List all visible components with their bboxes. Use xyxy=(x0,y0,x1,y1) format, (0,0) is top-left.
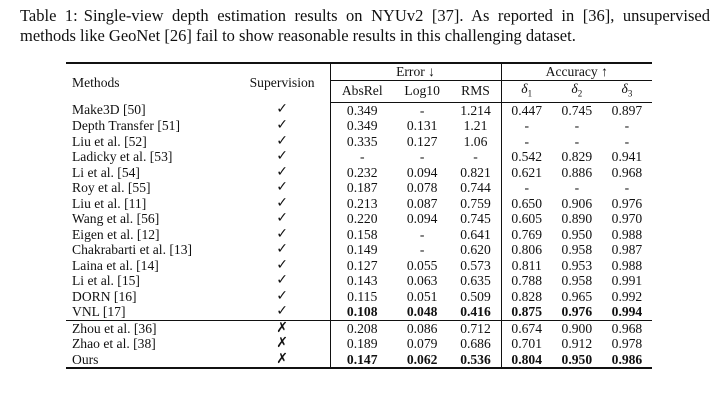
header-delta1 xyxy=(501,80,552,102)
cell-absrel: 0.349 xyxy=(330,102,394,118)
cell-log10: 0.062 xyxy=(394,352,450,369)
cell-delta3: 0.968 xyxy=(611,164,643,180)
cell-delta2: 0.906 xyxy=(561,195,593,211)
cell-log10: 0.051 xyxy=(406,288,438,304)
cell-absrel: 0.189 xyxy=(330,336,394,352)
cell-rms: 1.06 xyxy=(463,133,488,149)
caption-text: Single-view depth estimation results on NYUv2 [37]. As reported in [36], unsupervised methods like GeoNet [26] fail to show reasonable results in this challenging dataset. xyxy=(20,6,710,45)
cell-log10: - xyxy=(419,149,425,165)
header-accuracy-group: Accuracy ↑ xyxy=(501,63,652,80)
cell-supervision: ✓ xyxy=(235,304,330,320)
cell-delta3: 0.976 xyxy=(611,195,643,211)
table-row xyxy=(66,134,652,150)
cell-delta1: 0.811 xyxy=(501,258,552,274)
cell-log10: 0.078 xyxy=(406,180,438,196)
cell-delta3: 0.986 xyxy=(602,352,652,369)
cell-log10: 0.094 xyxy=(406,211,438,227)
cell-supervision: ✓ xyxy=(276,179,288,196)
table-row xyxy=(66,211,652,227)
table-row xyxy=(66,118,652,134)
results-table xyxy=(66,62,652,369)
cell-delta3: - xyxy=(624,180,630,196)
table-row xyxy=(66,227,652,243)
cell-delta2: - xyxy=(574,118,580,134)
cell-log10: 0.086 xyxy=(406,320,438,336)
cell-method: Chakrabarti et al. [13] xyxy=(72,242,193,258)
cell-delta3: 0.978 xyxy=(611,336,643,352)
cell-rms: 0.509 xyxy=(460,288,491,304)
cell-absrel: 0.149 xyxy=(330,242,394,258)
cell-delta1: 0.542 xyxy=(501,149,552,165)
table-row xyxy=(66,180,652,196)
cell-supervision: ✓ xyxy=(276,163,288,180)
cell-absrel: 0.208 xyxy=(330,320,394,336)
cell-method: VNL [17] xyxy=(66,304,235,320)
header-error-group: Error ↓ xyxy=(330,63,501,80)
cell-supervision: ✓ xyxy=(276,101,288,118)
delta2-symbol: δ xyxy=(571,80,578,96)
cell-delta2: 0.965 xyxy=(561,288,593,304)
table-row xyxy=(66,273,652,289)
cell-log10: 0.087 xyxy=(406,195,438,211)
delta1-index: 1 xyxy=(527,88,533,99)
table-row xyxy=(66,102,652,118)
cell-delta2: 0.953 xyxy=(561,257,593,273)
cell-supervision: ✓ xyxy=(276,132,288,149)
cell-supervision: ✓ xyxy=(276,241,288,258)
cell-supervision: ✓ xyxy=(276,256,288,273)
cell-absrel: 0.147 xyxy=(330,352,394,369)
cell-method: Zhao et al. [38] xyxy=(72,336,156,352)
cell-delta1: 0.701 xyxy=(501,336,552,352)
cell-delta1: 0.605 xyxy=(501,211,552,227)
header-absrel: AbsRel xyxy=(330,80,394,102)
cell-delta1: - xyxy=(501,134,552,150)
cell-delta1: 0.621 xyxy=(501,165,552,181)
delta3-index: 3 xyxy=(627,88,633,99)
delta2-index: 2 xyxy=(577,88,583,99)
cell-delta2: 0.958 xyxy=(561,242,593,258)
cell-delta1: 0.804 xyxy=(501,352,552,369)
table-caption xyxy=(20,6,710,46)
cell-delta3: 0.988 xyxy=(611,226,643,242)
cell-delta3: - xyxy=(624,133,630,149)
header-log10: Log10 xyxy=(394,80,450,102)
cell-delta2: 0.950 xyxy=(552,352,602,369)
cell-method: DORN [16] xyxy=(72,288,137,304)
cell-log10: 0.063 xyxy=(406,273,438,289)
cell-delta2: 0.890 xyxy=(561,211,593,227)
cell-absrel: 0.143 xyxy=(330,273,394,289)
header-delta2 xyxy=(552,80,602,102)
cell-delta3: 0.991 xyxy=(611,273,643,289)
cell-delta3: - xyxy=(624,118,630,134)
delta1-symbol: δ xyxy=(521,80,528,96)
cell-method: Wang et al. [56] xyxy=(72,211,160,227)
cell-absrel: 0.349 xyxy=(330,118,394,134)
cell-delta2: 0.829 xyxy=(561,149,593,165)
cell-absrel: 0.187 xyxy=(330,180,394,196)
table-row xyxy=(66,336,652,352)
cell-delta2: 0.958 xyxy=(561,273,593,289)
cell-log10: 0.094 xyxy=(406,164,438,180)
header-supervision: Supervision xyxy=(249,75,315,91)
cell-rms: 0.686 xyxy=(460,336,491,352)
cell-absrel: 0.127 xyxy=(330,258,394,274)
header-rms: RMS xyxy=(450,80,501,102)
cell-supervision: ✓ xyxy=(276,272,288,289)
cell-delta2: 0.886 xyxy=(561,164,593,180)
cell-supervision: ✗ xyxy=(276,335,288,352)
cell-rms: 0.635 xyxy=(460,273,491,289)
cell-delta1: 0.788 xyxy=(501,273,552,289)
cell-method: Ladicky et al. [53] xyxy=(72,149,173,165)
cell-rms: 0.821 xyxy=(460,164,491,180)
cell-supervision: ✗ xyxy=(235,352,330,369)
cell-rms: - xyxy=(473,149,478,165)
delta3-symbol: δ xyxy=(621,80,628,96)
table-row xyxy=(66,258,652,274)
cell-method: Li et al. [54] xyxy=(72,164,140,180)
header-methods: Methods xyxy=(72,75,120,91)
cell-supervision: ✓ xyxy=(276,148,288,165)
table-row xyxy=(66,165,652,181)
cell-absrel: 0.158 xyxy=(330,227,394,243)
cell-method: Roy et al. [55] xyxy=(72,180,151,196)
table-row xyxy=(66,320,652,336)
cell-delta3: 0.994 xyxy=(602,304,652,320)
cell-absrel: 0.335 xyxy=(330,134,394,150)
cell-delta1: - xyxy=(501,180,552,196)
cell-absrel: 0.108 xyxy=(330,304,394,320)
cell-method: Zhou et al. [36] xyxy=(72,320,157,336)
cell-absrel: 0.232 xyxy=(330,165,394,181)
cell-rms: 1.21 xyxy=(463,118,488,134)
cell-log10: - xyxy=(419,226,425,242)
cell-supervision: ✓ xyxy=(276,194,288,211)
cell-method: Eigen et al. [12] xyxy=(72,226,160,242)
cell-rms: 0.620 xyxy=(460,242,491,258)
cell-supervision: ✓ xyxy=(276,210,288,227)
header-delta3 xyxy=(602,80,652,102)
cell-supervision: ✗ xyxy=(276,319,288,336)
cell-rms: 0.745 xyxy=(460,211,491,227)
cell-delta3: 0.988 xyxy=(611,257,643,273)
cell-delta3: 0.941 xyxy=(611,149,643,165)
cell-log10: 0.127 xyxy=(406,133,438,149)
cell-delta1: 0.806 xyxy=(501,242,552,258)
cell-method: Liu et al. [11] xyxy=(72,195,147,211)
cell-method: Liu et al. [52] xyxy=(72,133,147,149)
cell-supervision: ✓ xyxy=(276,225,288,242)
cell-delta1: - xyxy=(501,118,552,134)
cell-delta1: 0.875 xyxy=(501,304,552,320)
cell-delta2: 0.900 xyxy=(561,320,593,336)
cell-method: Make3D [50] xyxy=(72,102,146,118)
cell-delta3: 0.897 xyxy=(611,102,643,118)
cell-rms: 0.759 xyxy=(460,195,491,211)
cell-delta1: 0.447 xyxy=(501,102,552,118)
cell-delta2: - xyxy=(574,180,580,196)
cell-log10: 0.079 xyxy=(406,336,438,352)
cell-absrel: 0.115 xyxy=(330,289,394,305)
cell-log10: 0.131 xyxy=(406,118,438,134)
table-row xyxy=(66,149,652,165)
cell-supervision: ✓ xyxy=(276,287,288,304)
cell-rms: 0.416 xyxy=(450,304,501,320)
cell-delta2: - xyxy=(574,133,580,149)
cell-method: Ours xyxy=(66,352,235,369)
cell-delta1: 0.828 xyxy=(501,289,552,305)
cell-delta2: 0.745 xyxy=(561,102,593,118)
cell-delta1: 0.650 xyxy=(501,196,552,212)
caption-label: Table 1: xyxy=(20,6,78,25)
cell-log10: - xyxy=(419,102,425,118)
cell-delta1: 0.769 xyxy=(501,227,552,243)
cell-delta2: 0.912 xyxy=(561,336,593,352)
cell-rms: 0.712 xyxy=(460,320,491,336)
cell-method: Li et al. [15] xyxy=(72,273,140,289)
cell-log10: 0.048 xyxy=(394,304,450,320)
cell-method: Depth Transfer [51] xyxy=(72,118,180,134)
cell-delta2: 0.976 xyxy=(552,304,602,320)
cell-rms: 0.641 xyxy=(460,226,491,242)
cell-rms: 0.744 xyxy=(460,180,491,196)
cell-absrel: 0.213 xyxy=(330,196,394,212)
cell-delta1: 0.674 xyxy=(501,320,552,336)
table-row xyxy=(66,352,652,369)
table-row xyxy=(66,196,652,212)
cell-absrel: - xyxy=(330,149,394,165)
cell-delta2: 0.950 xyxy=(561,226,593,242)
cell-method: Laina et al. [14] xyxy=(72,257,159,273)
cell-absrel: 0.220 xyxy=(330,211,394,227)
cell-delta3: 0.970 xyxy=(611,211,643,227)
cell-rms: 0.536 xyxy=(450,352,501,369)
cell-delta3: 0.987 xyxy=(611,242,643,258)
cell-rms: 0.573 xyxy=(460,257,491,273)
cell-rms: 1.214 xyxy=(460,102,491,118)
cell-supervision: ✓ xyxy=(276,117,288,134)
table-body xyxy=(66,102,652,368)
table-row xyxy=(66,304,652,320)
table-row xyxy=(66,289,652,305)
cell-log10: - xyxy=(419,242,425,258)
table-row xyxy=(66,242,652,258)
cell-log10: 0.055 xyxy=(406,257,438,273)
cell-delta3: 0.968 xyxy=(611,320,643,336)
cell-delta3: 0.992 xyxy=(611,288,643,304)
